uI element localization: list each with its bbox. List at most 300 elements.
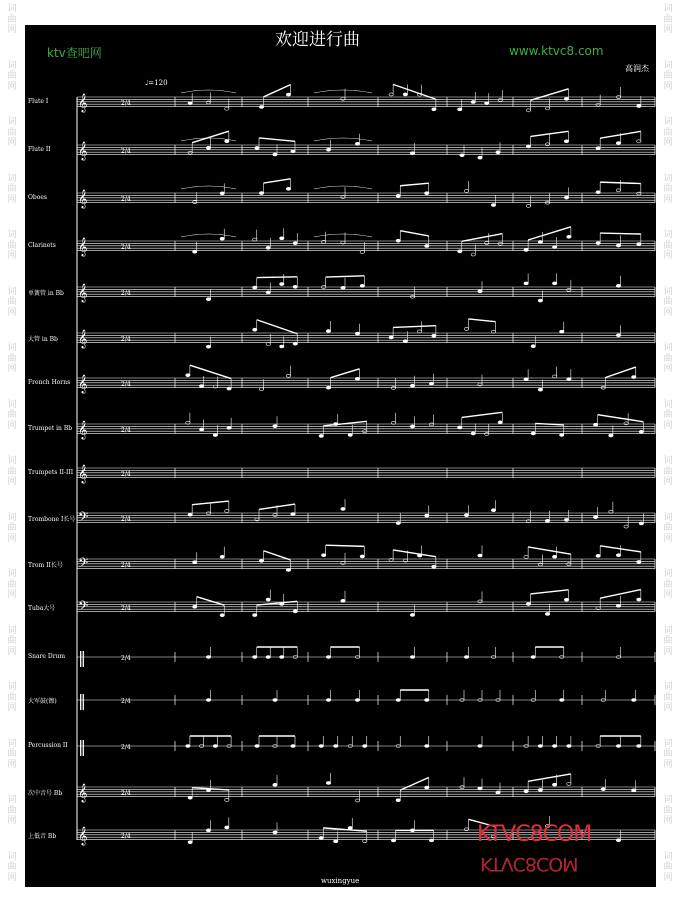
side-watermark-group bbox=[2, 174, 22, 206]
note-beam bbox=[531, 590, 569, 594]
clef-icon: ‖ bbox=[78, 691, 86, 710]
score-sheet bbox=[25, 25, 656, 887]
note-head bbox=[429, 382, 433, 385]
side-watermark-group bbox=[658, 61, 678, 93]
side-watermark-char: 网 bbox=[663, 251, 673, 261]
note-head bbox=[188, 841, 192, 844]
instrument-label: Trumpets II-III bbox=[28, 469, 74, 476]
note-head bbox=[286, 93, 290, 96]
note-head bbox=[538, 745, 542, 748]
side-watermark-char: 词 bbox=[663, 625, 673, 636]
note-beam bbox=[535, 423, 564, 424]
note-head bbox=[225, 107, 229, 110]
score-title: 欢迎进行曲 bbox=[275, 30, 360, 50]
slur bbox=[314, 186, 372, 189]
note-beam bbox=[197, 597, 225, 606]
note-head bbox=[334, 840, 338, 843]
note-head bbox=[485, 102, 489, 105]
side-watermark-char: 曲 bbox=[7, 184, 17, 194]
note-head bbox=[609, 510, 613, 513]
note-head bbox=[567, 235, 571, 238]
note-head bbox=[286, 568, 290, 571]
side-watermark-char: 曲 bbox=[663, 523, 673, 533]
note-head bbox=[391, 839, 395, 842]
note-head bbox=[280, 283, 284, 286]
note-head bbox=[341, 507, 345, 510]
note-head bbox=[616, 334, 620, 337]
note-head bbox=[538, 299, 542, 302]
note-head bbox=[425, 786, 429, 789]
side-watermark-char: 网 bbox=[7, 251, 17, 261]
slur bbox=[314, 90, 372, 93]
note-head bbox=[225, 826, 229, 829]
note-head bbox=[524, 790, 528, 793]
time-signature: 2/4 bbox=[121, 789, 131, 797]
note-head bbox=[425, 514, 429, 517]
note-beam bbox=[462, 234, 503, 242]
note-head bbox=[266, 598, 270, 601]
side-watermark-group bbox=[2, 569, 22, 601]
note-head bbox=[498, 98, 502, 101]
note-head bbox=[531, 432, 535, 435]
note-head bbox=[545, 519, 549, 522]
side-watermark-char: 词 bbox=[663, 456, 673, 466]
note-head bbox=[496, 791, 500, 794]
side-watermark-char: 词 bbox=[663, 851, 673, 862]
note-head bbox=[253, 238, 257, 241]
note-head bbox=[326, 386, 330, 389]
note-head bbox=[526, 204, 530, 207]
note-head bbox=[403, 93, 407, 96]
note-head bbox=[363, 840, 367, 843]
note-head bbox=[293, 285, 297, 288]
note-head bbox=[186, 374, 190, 377]
note-head bbox=[360, 251, 364, 254]
note-head bbox=[389, 93, 393, 96]
side-watermark-char: 词 bbox=[663, 399, 673, 410]
note-head bbox=[425, 244, 429, 247]
side-watermark-group bbox=[2, 852, 22, 884]
side-watermark-char: 网 bbox=[663, 590, 673, 600]
instrument-label: Flute II bbox=[28, 145, 51, 153]
note-head bbox=[564, 140, 568, 143]
note-head bbox=[253, 656, 257, 659]
site-watermark-left: ktv查吧网 bbox=[47, 46, 102, 60]
note-head bbox=[348, 826, 352, 829]
note-head bbox=[355, 332, 359, 335]
note-head bbox=[255, 745, 259, 748]
side-watermark-group bbox=[2, 61, 22, 93]
note-head bbox=[363, 745, 367, 748]
note-head bbox=[552, 282, 556, 285]
note-head bbox=[293, 242, 297, 245]
note-head bbox=[478, 383, 482, 386]
clef-icon: ‖ bbox=[78, 737, 86, 756]
note-head bbox=[432, 334, 436, 337]
note-head bbox=[596, 147, 600, 150]
note-head bbox=[206, 656, 210, 659]
tempo-marking: ♩=120 bbox=[145, 79, 168, 87]
side-watermark-char: 网 bbox=[7, 138, 17, 148]
note-head bbox=[410, 384, 414, 387]
note-head bbox=[259, 388, 263, 391]
note-head bbox=[206, 829, 210, 832]
note-head bbox=[601, 788, 605, 791]
note-head bbox=[410, 613, 414, 616]
clef-icon: 𝄞 bbox=[78, 188, 88, 208]
note-head bbox=[326, 148, 330, 151]
note-head bbox=[225, 510, 229, 513]
clef-icon: 𝄞 bbox=[78, 825, 88, 845]
note-beam bbox=[331, 369, 360, 378]
note-head bbox=[593, 423, 597, 426]
note-head bbox=[259, 105, 263, 108]
note-head bbox=[199, 428, 203, 431]
note-head bbox=[596, 191, 600, 194]
time-signature: 2/4 bbox=[121, 426, 131, 434]
side-watermark-char: 词 bbox=[7, 851, 17, 862]
note-head bbox=[396, 799, 400, 802]
note-head bbox=[458, 426, 462, 429]
side-watermark-char: 网 bbox=[663, 533, 673, 544]
note-head bbox=[280, 237, 284, 240]
time-signature: 2/4 bbox=[121, 147, 131, 155]
slur bbox=[181, 234, 236, 237]
note-head bbox=[471, 253, 475, 256]
note-head bbox=[478, 600, 482, 603]
note-head bbox=[429, 423, 433, 426]
side-watermark-char: 词 bbox=[7, 117, 17, 127]
note-head bbox=[321, 554, 325, 557]
time-signature: 2/4 bbox=[121, 470, 131, 478]
note-head bbox=[391, 386, 395, 389]
side-watermark-char: 曲 bbox=[663, 240, 673, 251]
note-head bbox=[188, 513, 192, 516]
note-head bbox=[632, 376, 636, 379]
note-head bbox=[273, 425, 277, 428]
side-watermark-char: 词 bbox=[7, 795, 17, 805]
side-watermark-group bbox=[658, 174, 678, 206]
note-head bbox=[531, 656, 535, 659]
side-watermark-char: 曲 bbox=[7, 523, 17, 533]
side-watermark-char: 词 bbox=[7, 60, 17, 71]
side-watermark-char: 词 bbox=[663, 286, 673, 297]
note-head bbox=[524, 378, 528, 381]
note-head bbox=[206, 345, 210, 348]
side-watermark-group bbox=[658, 739, 678, 771]
instrument-label: Percussion II bbox=[28, 742, 68, 749]
note-beam bbox=[190, 365, 231, 378]
note-head bbox=[637, 105, 641, 108]
note-head bbox=[632, 789, 636, 792]
note-beam bbox=[469, 319, 496, 322]
note-head bbox=[291, 513, 295, 516]
side-watermark-group bbox=[658, 400, 678, 432]
note-beam bbox=[600, 233, 641, 234]
clef-icon: 𝄞 bbox=[78, 236, 88, 256]
note-head bbox=[266, 343, 270, 346]
side-watermark-group bbox=[658, 852, 678, 884]
side-watermark-char: 网 bbox=[663, 307, 673, 318]
note-head bbox=[188, 151, 192, 154]
note-head bbox=[485, 242, 489, 245]
time-signature: 2/4 bbox=[121, 744, 131, 751]
note-head bbox=[478, 554, 482, 557]
side-watermark-group bbox=[2, 795, 22, 827]
side-watermark-group bbox=[2, 287, 22, 319]
note-head bbox=[266, 291, 270, 294]
side-watermark-group bbox=[658, 230, 678, 262]
clef-icon: 𝄞 bbox=[78, 782, 88, 802]
note-head bbox=[524, 248, 528, 251]
instrument-label: Oboes bbox=[28, 193, 48, 201]
side-watermark-char: 网 bbox=[7, 533, 17, 544]
side-watermark-char: 词 bbox=[663, 343, 673, 353]
note-head bbox=[273, 783, 277, 786]
note-beam bbox=[326, 545, 365, 546]
note-head bbox=[341, 196, 345, 199]
side-watermark-group bbox=[2, 4, 22, 36]
note-head bbox=[639, 430, 643, 433]
note-head bbox=[280, 656, 284, 659]
note-head bbox=[253, 614, 257, 617]
note-head bbox=[341, 599, 345, 602]
side-watermark-char: 曲 bbox=[663, 297, 673, 307]
slur bbox=[181, 186, 236, 189]
instrument-label: Flute I bbox=[28, 97, 49, 105]
note-head bbox=[526, 145, 530, 148]
note-head bbox=[552, 246, 556, 249]
note-beam bbox=[323, 828, 367, 831]
note-beam bbox=[605, 367, 636, 378]
side-watermark-char: 词 bbox=[663, 795, 673, 805]
side-watermark-char: 词 bbox=[7, 286, 17, 297]
note-head bbox=[609, 434, 613, 437]
note-head bbox=[432, 108, 436, 111]
note-head bbox=[355, 377, 359, 380]
side-watermark-char: 网 bbox=[663, 759, 673, 770]
right-side-watermark bbox=[658, 0, 678, 913]
time-signature: 2/4 bbox=[121, 195, 131, 203]
side-watermark-group bbox=[658, 626, 678, 658]
note-head bbox=[464, 189, 468, 192]
side-watermark-char: 曲 bbox=[663, 410, 673, 420]
note-head bbox=[206, 699, 210, 702]
clef-icon: 𝄞 bbox=[78, 140, 88, 160]
note-head bbox=[464, 514, 468, 517]
side-watermark-char: 曲 bbox=[663, 749, 673, 759]
note-head bbox=[637, 560, 641, 563]
note-head bbox=[266, 656, 270, 659]
note-head bbox=[220, 614, 224, 617]
note-head bbox=[396, 194, 400, 197]
side-watermark-char: 曲 bbox=[663, 127, 673, 138]
side-watermark-group bbox=[2, 682, 22, 714]
note-head bbox=[199, 385, 203, 388]
note-beam bbox=[326, 276, 365, 277]
note-head bbox=[425, 192, 429, 195]
time-signature: 2/4 bbox=[121, 655, 131, 662]
note-head bbox=[291, 745, 295, 748]
note-head bbox=[538, 240, 542, 243]
side-watermark-group bbox=[658, 795, 678, 827]
note-head bbox=[567, 782, 571, 785]
side-watermark-char: 词 bbox=[663, 117, 673, 127]
note-head bbox=[464, 828, 468, 831]
note-head bbox=[410, 152, 414, 155]
side-watermark-char: 网 bbox=[7, 646, 17, 657]
note-head bbox=[255, 146, 259, 149]
note-head bbox=[225, 140, 229, 143]
side-watermark-char: 网 bbox=[7, 420, 17, 431]
note-head bbox=[616, 142, 620, 145]
note-head bbox=[355, 799, 359, 802]
note-head bbox=[291, 150, 295, 153]
note-beam bbox=[323, 421, 367, 426]
note-head bbox=[593, 516, 597, 519]
note-head bbox=[341, 97, 345, 100]
note-beam bbox=[264, 551, 291, 560]
instrument-label: 次中音号 Bb bbox=[28, 789, 63, 797]
ktvc8-logo: KTVC8COM bbox=[477, 822, 592, 847]
side-watermark-group bbox=[658, 569, 678, 601]
side-watermark-char: 曲 bbox=[663, 805, 673, 816]
note-head bbox=[326, 781, 330, 784]
note-head bbox=[206, 146, 210, 149]
note-head bbox=[206, 101, 210, 104]
note-head bbox=[471, 100, 475, 103]
note-head bbox=[266, 246, 270, 249]
note-head bbox=[403, 340, 407, 343]
note-head bbox=[567, 378, 571, 381]
time-signature: 2/4 bbox=[121, 99, 131, 107]
note-head bbox=[432, 565, 436, 568]
note-head bbox=[545, 107, 549, 110]
note-head bbox=[360, 555, 364, 558]
side-watermark-char: 词 bbox=[663, 738, 673, 749]
side-watermark-char: 曲 bbox=[7, 353, 17, 364]
note-beam bbox=[598, 415, 644, 422]
clef-icon: 𝄞 bbox=[78, 419, 88, 439]
side-watermark-char: 网 bbox=[7, 872, 17, 883]
side-watermark-char: 网 bbox=[663, 420, 673, 431]
side-watermark-char: 网 bbox=[7, 816, 17, 826]
side-watermark-char: 词 bbox=[7, 625, 17, 636]
note-head bbox=[410, 656, 414, 659]
note-head bbox=[624, 422, 628, 425]
note-head bbox=[259, 192, 263, 195]
note-beam bbox=[393, 326, 436, 328]
slur bbox=[314, 138, 372, 141]
side-watermark-char: 网 bbox=[663, 872, 673, 883]
time-signature: 2/4 bbox=[121, 832, 131, 840]
note-head bbox=[498, 421, 502, 424]
side-watermark-char: 曲 bbox=[663, 579, 673, 590]
note-head bbox=[293, 342, 297, 345]
side-watermark-char: 曲 bbox=[7, 749, 17, 759]
note-head bbox=[596, 554, 600, 557]
side-watermark-char: 网 bbox=[7, 194, 17, 205]
note-head bbox=[355, 699, 359, 702]
time-signature: 2/4 bbox=[121, 698, 131, 705]
note-head bbox=[632, 699, 636, 702]
note-head bbox=[326, 656, 330, 659]
note-head bbox=[193, 605, 197, 608]
note-head bbox=[280, 345, 284, 348]
composer-name: 高润杰 bbox=[625, 64, 649, 73]
instrument-label: Clarinets bbox=[28, 241, 56, 249]
note-beam bbox=[528, 547, 571, 554]
note-head bbox=[360, 284, 364, 287]
side-watermark-char: 网 bbox=[7, 81, 17, 92]
slur bbox=[314, 234, 372, 237]
note-head bbox=[567, 563, 571, 566]
note-head bbox=[616, 244, 620, 247]
side-watermark-char: 词 bbox=[7, 343, 17, 353]
note-head bbox=[624, 525, 628, 528]
slur bbox=[181, 90, 236, 93]
instrument-label: Trumpet in Bb bbox=[28, 424, 73, 432]
side-watermark-char: 曲 bbox=[663, 353, 673, 364]
note-head bbox=[616, 745, 620, 748]
instrument-label: Trom II长号 bbox=[28, 561, 63, 569]
side-watermark-char: 曲 bbox=[7, 297, 17, 307]
note-head bbox=[341, 286, 345, 289]
side-watermark-group bbox=[658, 682, 678, 714]
note-head bbox=[596, 242, 600, 245]
clef-icon: ‖ bbox=[78, 648, 86, 667]
side-watermark-group bbox=[658, 513, 678, 545]
side-watermark-char: 词 bbox=[663, 512, 673, 523]
note-head bbox=[478, 745, 482, 748]
note-head bbox=[564, 97, 568, 100]
note-head bbox=[478, 787, 482, 790]
side-watermark-group bbox=[658, 456, 678, 488]
ktvc8-logo-reflection: KTVC8COM bbox=[480, 853, 578, 875]
note-head bbox=[545, 143, 549, 146]
side-watermark-char: 网 bbox=[663, 816, 673, 826]
side-watermark-char: 曲 bbox=[7, 71, 17, 81]
time-signature: 2/4 bbox=[121, 604, 131, 612]
side-watermark-char: 曲 bbox=[663, 184, 673, 194]
note-head bbox=[425, 745, 429, 748]
note-head bbox=[560, 699, 564, 702]
side-watermark-group bbox=[2, 513, 22, 545]
time-signature: 2/4 bbox=[121, 243, 131, 251]
side-watermark-char: 网 bbox=[663, 646, 673, 657]
side-watermark-char: 曲 bbox=[663, 14, 673, 25]
note-beam bbox=[400, 231, 429, 236]
note-head bbox=[639, 522, 643, 525]
note-head bbox=[564, 196, 568, 199]
side-watermark-char: 曲 bbox=[7, 240, 17, 251]
note-head bbox=[460, 154, 464, 157]
note-head bbox=[526, 109, 530, 112]
side-watermark-char: 词 bbox=[7, 4, 17, 14]
note-beam bbox=[600, 182, 641, 183]
note-head bbox=[637, 140, 641, 143]
note-head bbox=[498, 242, 502, 245]
side-watermark-group bbox=[658, 4, 678, 36]
note-beam bbox=[528, 227, 571, 240]
note-head bbox=[552, 745, 556, 748]
note-head bbox=[478, 156, 482, 159]
side-watermark-char: 曲 bbox=[663, 692, 673, 703]
side-watermark-char: 网 bbox=[7, 364, 17, 374]
side-watermark-char: 词 bbox=[663, 173, 673, 184]
note-head bbox=[567, 288, 571, 291]
note-head bbox=[596, 103, 600, 106]
